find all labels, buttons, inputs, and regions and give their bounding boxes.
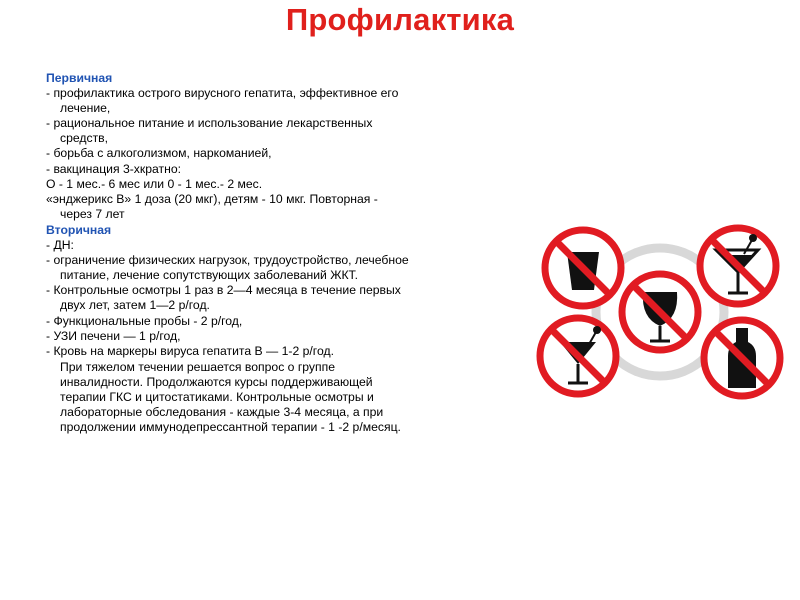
item-line: через 7 лет bbox=[60, 206, 125, 221]
list-item bbox=[46, 116, 516, 146]
list-item bbox=[46, 344, 516, 359]
item-line: - Функциональные пробы - 2 р/год, bbox=[46, 313, 243, 328]
no-beer-icon bbox=[545, 230, 621, 306]
item-line: - борьба с алкоголизмом, наркоманией, bbox=[46, 146, 272, 161]
list-item bbox=[46, 314, 516, 329]
primary-heading: Первичная bbox=[46, 71, 113, 85]
item-line: средств, bbox=[60, 131, 109, 146]
no-martini-icon bbox=[540, 318, 616, 394]
paragraph-line: инвалидности. Продолжаются курсы поддерживающей bbox=[60, 374, 373, 389]
list-item bbox=[46, 146, 516, 161]
item-line: двух лет, затем 1—2 р/год. bbox=[60, 298, 210, 313]
item-line: - рациональное питание и использование лекарственных bbox=[46, 116, 373, 131]
item-line: - профилактика острого вирусного гепатита, эффективное его bbox=[46, 86, 399, 101]
text-body bbox=[46, 70, 516, 435]
item-line: - ограничение физических нагрузок, трудоустройство, лечебное bbox=[46, 253, 409, 268]
item-line: - УЗИ печени — 1 р/год, bbox=[46, 328, 181, 343]
paragraph-line: продолжении иммунодепрессантной терапии - 1 -2 р/месяц. bbox=[60, 420, 401, 435]
no-cocktail-icon bbox=[700, 228, 776, 304]
list-item bbox=[46, 86, 516, 116]
no-wine-icon bbox=[622, 274, 698, 350]
paragraph-line: лабораторные обследования - каждые 3-4 месяца, а при bbox=[60, 405, 384, 420]
no-alcohol-signs bbox=[530, 222, 792, 406]
paragraph-line: терапии ГКС и цитостатиками. Контрольные осмотры и bbox=[60, 389, 374, 404]
item-line: «энджерикс В» 1 доза (20 мкг), детям - 10 мкг. Повторная - bbox=[46, 191, 378, 206]
list-item bbox=[46, 253, 516, 283]
list-item bbox=[46, 192, 516, 222]
item-line: питание, лечение сопутствующих заболеваний ЖКТ. bbox=[60, 268, 359, 283]
list-item bbox=[46, 162, 516, 177]
list-item bbox=[46, 283, 516, 313]
list-item bbox=[46, 329, 516, 344]
closing-paragraph bbox=[46, 360, 516, 435]
item-line: - ДН: bbox=[46, 238, 74, 253]
item-line: - Контрольные осмотры 1 раз в 2—4 месяца в течение первых bbox=[46, 283, 401, 298]
paragraph-line: При тяжелом течении решается вопрос о группе bbox=[60, 359, 335, 374]
item-line: лечение, bbox=[60, 101, 111, 116]
list-item bbox=[46, 177, 516, 192]
list-item bbox=[46, 238, 516, 253]
item-line: - вакцинация 3-хкратно: bbox=[46, 161, 181, 176]
no-bottle-icon bbox=[704, 320, 780, 396]
page-title: Профилактика bbox=[285, 2, 515, 37]
item-line: - Кровь на маркеры вируса гепатита В — 1-2 р/год. bbox=[46, 343, 334, 358]
secondary-heading: Вторичная bbox=[46, 222, 112, 237]
item-line: О - 1 мес.- 6 мес или 0 - 1 мес.- 2 мес. bbox=[46, 176, 263, 191]
